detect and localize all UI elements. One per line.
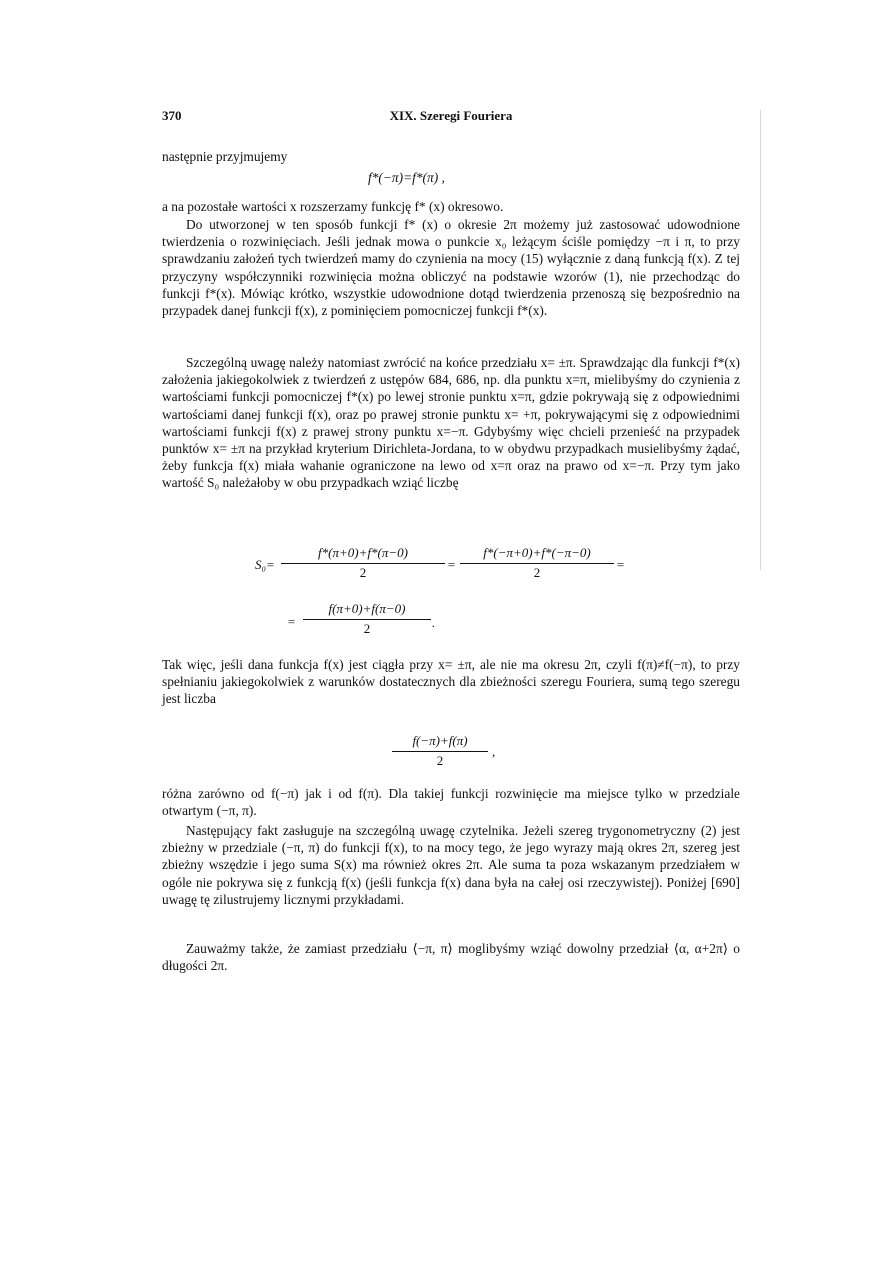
eq2-fraction-2 bbox=[460, 545, 614, 581]
eq2-end-period: . bbox=[432, 615, 436, 630]
page-number: 370 bbox=[162, 108, 182, 123]
eq2-frac1-denominator: 2 bbox=[359, 565, 367, 580]
eq2-frac3-denominator: 2 bbox=[363, 621, 371, 636]
paragraph-tak-wiec: Tak więc, jeśli dana funkcja f(x) jest ciągła przy x= ±π, ale nie ma okresu 2π, czyli f(π)≠f(−π), to przy spełnianiu jakiegokolwiek z warunków dostatecznych dla zbieżności szeregu Fouriera, sumą tego szeregu jest liczba bbox=[162, 657, 740, 707]
eq2-frac2-denominator: 2 bbox=[533, 565, 541, 580]
paragraph-nastepujacy-fakt: Następujący fakt zasługuje na szczególną uwagę czytelnika. Jeżeli szereg trygonometryczny (2) jest zbieżny w przedziale (−π, π) do funkcji f(x), to na mocy tego, że jego wyrazy mają okres 2π, szereg jest zbieżny wszędzie i jego suma S(x) ma również okres 2π. Ale suma ta poza wskazanym przedziałem w ogóle nie pokrywa się z funkcją f(x) (jeśli funkcja f(x) dana była na całej osi rzeczywistej). Poniżej [690] uwagę tę zilustrujemy licznymi przykładami. bbox=[162, 823, 740, 907]
equation-1: f*(−π)=f*(π) , bbox=[368, 170, 445, 185]
eq2-fraction-3 bbox=[303, 601, 431, 637]
paragraph-konce-przedzialu: Szczególną uwagę należy natomiast zwrócić na końce przedziału x= ±π. Sprawdzając dla funkcji f*(x) założenia jakiegokolwiek z twierdzeń z ustępów 684, 686, np. dla punktu x=π, mielibyśmy do czynienia z wartościami funkcji pomocniczej f*(x) po lewej stronie punktu x=π, gdzie pokrywają się z odpowiednimi wartościami danej funkcji f(x), oraz po prawej stronie punktu x= +π, pokrywającymi się z odpowiednimi wartościami funkcji f(x) z prawej strony punktu x=−π. Gdybyśmy więc chcieli przenieść na przypadek punktów x= ±π na przykład kryterium Dirichleta-Jordana, to w obydwu przypadkach musielibyśmy żądać, żeby funkcja f(x) miała wahanie ograniczone na lewo od x=π oraz na prawo od x=−π. Przy tym jako wartość S₀ należałoby w obu przypadkach wziąć liczbę bbox=[162, 355, 740, 491]
eq2-tail-equals: = bbox=[616, 557, 625, 572]
fraction-bar bbox=[281, 563, 445, 564]
eq3-numerator: f(−π)+f(π) bbox=[412, 733, 468, 748]
eq3-denominator: 2 bbox=[436, 753, 444, 768]
page-header bbox=[162, 108, 740, 128]
fraction-bar bbox=[460, 563, 614, 564]
paragraph-rozwiniecia: Do utworzonej w ten sposób funkcji f* (x) o okresie 2π możemy już zastosować udowodnione twierdzenia o rozwinięciach. Jeśli jednak mowa o punkcie x₀ leżącym ściśle pomiędzy −π i π, to przy sprawdzaniu założeń tych twierdzeń mamy do czynienia na mocy (15) wyłącznie z daną funkcją f(x). Z tej przyczyny współczynniki rozwinięcia można obliczyć na podstawie wzorów (1), nie przechodząc do funkcji f*(x). Mówiąc krótko, wszystkie udowodnione dotąd twierdzenia przenoszą się bezpośrednio na przypadek danej funkcji f(x), z pominięciem pomocniczej funkcji f*(x). bbox=[162, 217, 740, 319]
eq3-fraction bbox=[392, 733, 488, 769]
eq2-frac2-numerator: f*(−π+0)+f*(−π−0) bbox=[483, 545, 591, 560]
eq2-lhs: S₀= bbox=[255, 557, 275, 572]
fraction-bar bbox=[392, 751, 488, 752]
scan-edge-mark bbox=[760, 110, 761, 570]
intro-line: następnie przyjmujemy bbox=[162, 149, 288, 164]
eq2-frac3-numerator: f(π+0)+f(π−0) bbox=[328, 601, 406, 616]
eq3-end-comma: , bbox=[492, 744, 496, 759]
paragraph-rozna: różna zarówno od f(−π) jak i od f(π). Dla takiej funkcji rozwinięcie ma miejsce tylko w przedziale otwartym (−π, π). bbox=[162, 786, 740, 819]
eq2-second-line-equals: = bbox=[287, 614, 296, 629]
eq2-equals: = bbox=[447, 557, 456, 572]
eq2-fraction-1 bbox=[281, 545, 445, 581]
paragraph-continuation: a na pozostałe wartości x rozszerzamy funkcję f* (x) okresowo. bbox=[162, 199, 504, 214]
paragraph-zauwazmy: Zauważmy także, że zamiast przedziału ⟨−π, π⟩ moglibyśmy wziąć dowolny przedział ⟨α, α+2π⟩ o długości 2π. bbox=[162, 941, 740, 974]
eq2-frac1-numerator: f*(π+0)+f*(π−0) bbox=[318, 545, 408, 560]
running-head: XIX. Szeregi Fouriera bbox=[389, 108, 513, 123]
fraction-bar bbox=[303, 619, 431, 620]
